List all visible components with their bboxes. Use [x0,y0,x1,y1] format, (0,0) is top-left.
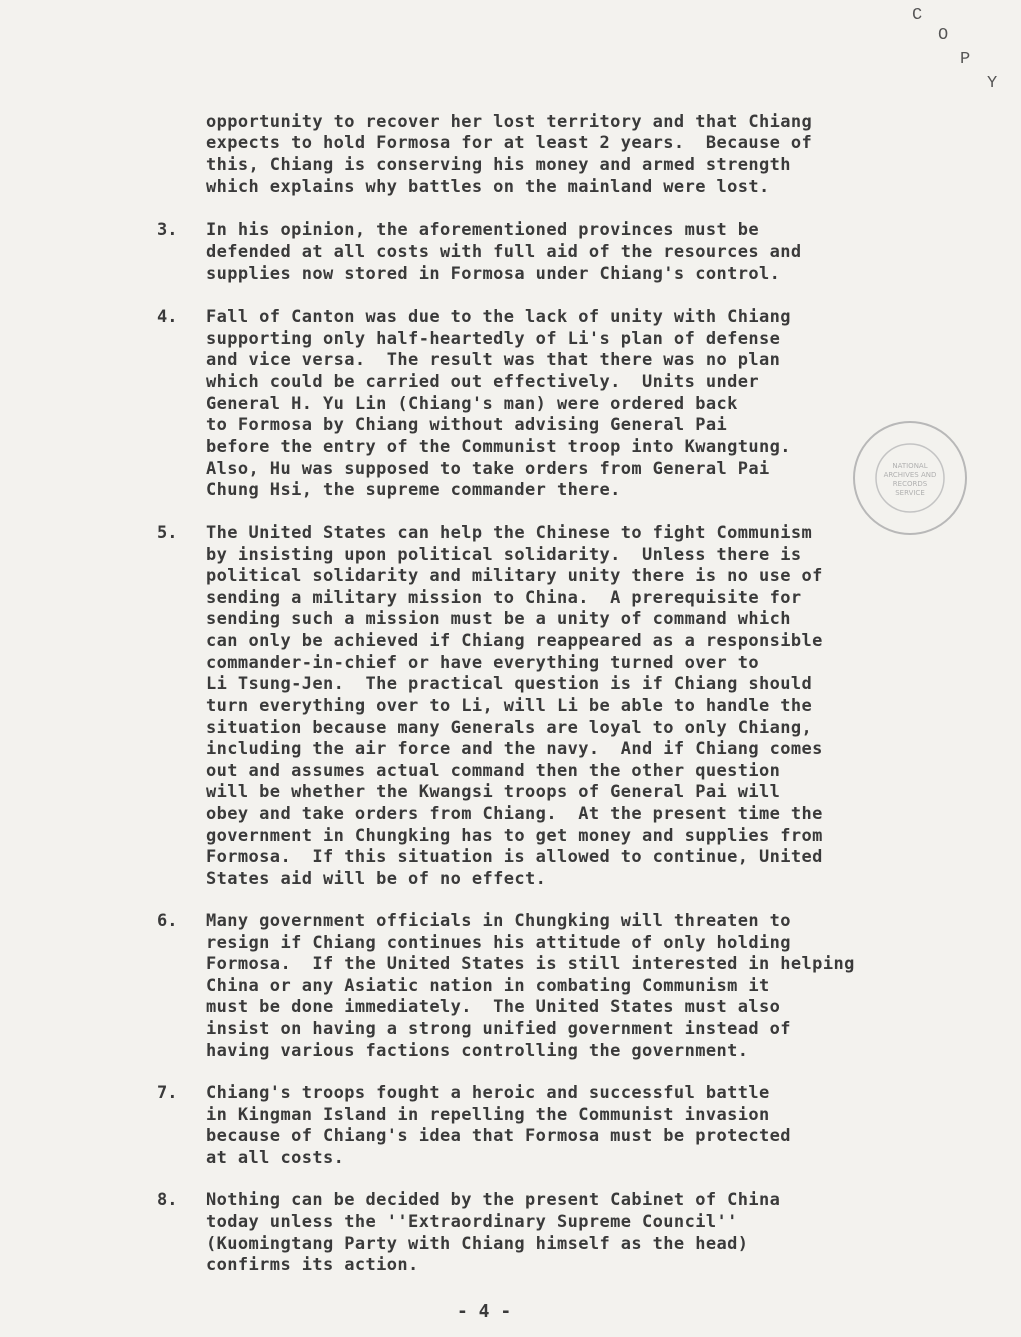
paragraph-line: (Kuomingtang Party with Chiang himself as the head) [206,1234,749,1254]
paragraph-line: commander-in-chief or have everything turned over to [206,653,760,673]
paragraph-line: resign if Chiang continues his attitude of only holding [206,933,791,953]
paragraph-line: today unless the ''Extraordinary Supreme Council'' [206,1212,738,1232]
paragraph-line: having various factions controlling the government. [206,1041,749,1061]
paragraph-line: before the entry of the Communist troop into Kwangtung. [206,437,791,457]
copy-mark-p: P [960,50,971,69]
paragraph-line: The United States can help the Chinese to fight Communism [206,523,813,543]
paragraph-line: States aid will be of no effect. [206,869,547,889]
paragraph-line: and vice versa. The result was that there was no plan [206,350,781,370]
paragraph-number: 8. [157,1190,178,1210]
paragraph-line: can only be achieved if Chiang reappeared as a responsible [206,631,823,651]
paragraph-number: 4. [157,307,178,327]
archive-seal-stamp [850,418,970,538]
paragraph-line: insist on having a strong unified government instead of [206,1019,791,1039]
paragraph-line: including the air force and the navy. And if Chiang comes [206,739,823,759]
paragraph-line: expects to hold Formosa for at least 2 years. Because of [206,133,813,153]
paragraph-line: political solidarity and military unity there is no use of [206,566,823,586]
paragraph-line: defended at all costs with full aid of the resources and [206,242,802,262]
paragraph-line: in Kingman Island in repelling the Communist invasion [206,1105,770,1125]
paragraph-line: out and assumes actual command then the other question [206,761,781,781]
paragraph-line: Fall of Canton was due to the lack of unity with Chiang [206,307,791,327]
paragraph-line: Also, Hu was supposed to take orders from General Pai [206,459,770,479]
paragraph-line: confirms its action. [206,1255,419,1275]
paragraph-line: situation because many Generals are loyal to only Chiang, [206,718,813,738]
paragraph-line: Nothing can be decided by the present Cabinet of China [206,1190,781,1210]
paragraph-line: to Formosa by Chiang without advising General Pai [206,415,728,435]
paragraph-line: this, Chiang is conserving his money and armed strength [206,155,791,175]
svg-text:ARCHIVES AND: ARCHIVES AND [883,471,937,479]
paragraph-line: which could be carried out effectively. Units under [206,372,760,392]
paragraph-line: General H. Yu Lin (Chiang's man) were ordered back [206,394,738,414]
svg-text:SERVICE: SERVICE [895,489,925,497]
paragraph-number: 3. [157,220,178,240]
paragraph-number: 5. [157,523,178,543]
paragraph-line: Chung Hsi, the supreme commander there. [206,480,621,500]
paragraph-line: obey and take orders from Chiang. At the present time the [206,804,823,824]
copy-mark-c: C [912,6,923,25]
paragraph-line: because of Chiang's idea that Formosa must be protected [206,1126,791,1146]
paragraph-line: Chiang's troops fought a heroic and successful battle [206,1083,770,1103]
svg-text:RECORDS: RECORDS [892,480,928,488]
paragraph-line: at all costs. [206,1148,345,1168]
page-number: - 4 - [457,1301,512,1322]
paragraph-line: opportunity to recover her lost territory and that Chiang [206,112,813,132]
copy-mark-o: O [938,26,949,45]
paragraph-line: In his opinion, the aforementioned provinces must be [206,220,760,240]
paragraph-line: supporting only half-heartedly of Li's plan of defense [206,329,781,349]
paragraph-line: sending a military mission to China. A prerequisite for [206,588,802,608]
paragraph-line: must be done immediately. The United States must also [206,997,781,1017]
paragraph-number: 6. [157,911,178,931]
paragraph-line: Formosa. If this situation is allowed to continue, United [206,847,823,867]
paragraph-line: supplies now stored in Formosa under Chiang's control. [206,264,781,284]
paragraph-line: Many government officials in Chungking will threaten to [206,911,791,931]
paragraph-line: sending such a mission must be a unity of command which [206,609,791,629]
paragraph-line: which explains why battles on the mainland were lost. [206,177,770,197]
paragraph-line: government in Chungking has to get money and supplies from [206,826,823,846]
paragraph-line: turn everything over to Li, will Li be able to handle the [206,696,813,716]
paragraph-line: Li Tsung-Jen. The practical question is if Chiang should [206,674,813,694]
paragraph-line: will be whether the Kwangsi troops of General Pai will [206,782,781,802]
paragraph-line: by insisting upon political solidarity. Unless there is [206,545,802,565]
paragraph-line: Formosa. If the United States is still interested in helping [206,954,855,974]
paragraph-number: 7. [157,1083,178,1103]
copy-mark-y: Y [987,74,998,93]
svg-text:NATIONAL: NATIONAL [892,462,928,470]
paragraph-line: China or any Asiatic nation in combating Communism it [206,976,770,996]
